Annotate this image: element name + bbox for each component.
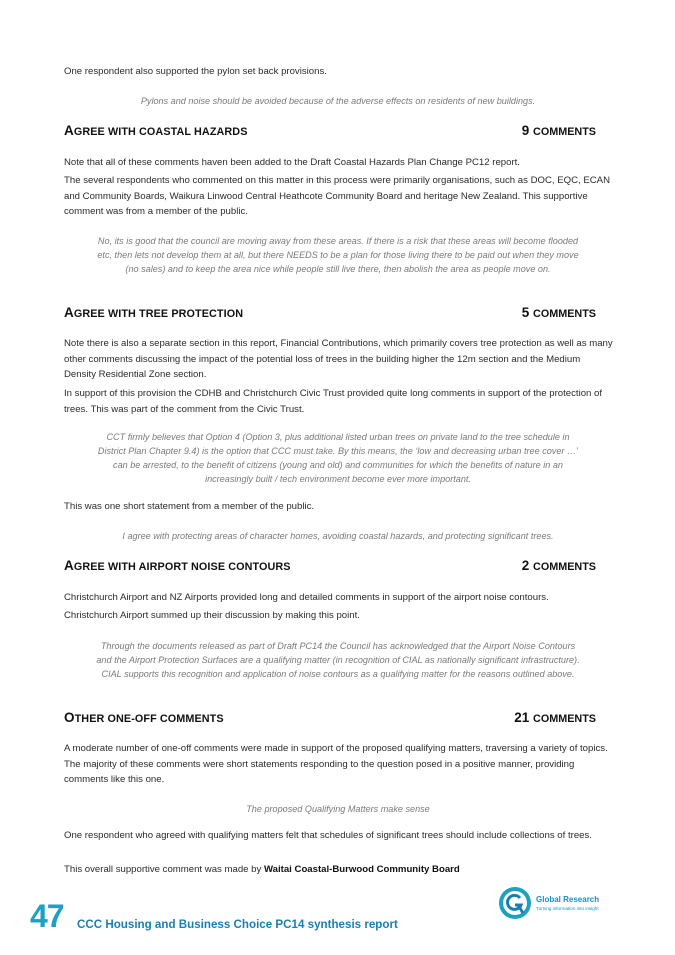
logo-name: Global Research (536, 895, 600, 904)
other-paragraph-2: One respondent who agreed with qualifying matters felt that schedules of significant trees should include collections of trees. (64, 830, 592, 841)
coastal-heading (64, 123, 596, 141)
page-number: 47 (30, 898, 64, 934)
airport-paragraph-2: Christchurch Airport summed up their discussion by making this point. (64, 610, 360, 621)
airport-heading-count: 2 COMMENTS (521, 558, 596, 573)
logo-tagline: Turning information into insight (536, 906, 599, 911)
tree-quote-public: I agree with protecting areas of character homes, avoiding coastal hazards, and protecting significant trees. (122, 531, 554, 541)
airport-heading-title: AGREE WITH AIRPORT NOISE CONTOURS (64, 558, 291, 573)
coastal-paragraph-1: Note that all of these comments haven been added to the Draft Coastal Hazards Plan Change PC12 report. (64, 157, 520, 168)
tree-heading (64, 305, 596, 323)
coastal-quote: No, its is good that the council are moving away from these areas. If there is a risk that these areas will become flooded etc, then lets not develop them at all, but there NEEDS to be a plan for those living there to be paid out when they move (no sales) and to keep the area nice while people still live there, then abolish the area as people move on. (97, 236, 579, 274)
tree-paragraph-3: This was one short statement from a member of the public. (64, 501, 315, 512)
coastal-heading-count: 9 COMMENTS (521, 123, 596, 138)
community-board-name: Waitai Coastal-Burwood Community Board (263, 864, 460, 875)
tree-heading-count: 5 COMMENTS (521, 305, 596, 320)
airport-heading (64, 558, 596, 576)
report-title: CCC Housing and Business Choice PC14 synthesis report (77, 918, 398, 931)
airport-quote: Through the documents released as part of Draft PC14 the Council has acknowledged that the Airport Noise Contours and the Airport Protection Surfaces are a qualifying matter (in recognition of CIAL as nationally significant infrastructure). CIAL supports this recognition and application of noise contours as a qualifying matter for the reasons outlined above. (96, 641, 580, 679)
coastal-heading-title: AGREE WITH COASTAL HAZARDS (64, 123, 248, 138)
other-quote: The proposed Qualifying Matters make sense (246, 804, 430, 814)
other-heading-count: 21 COMMENTS (514, 710, 596, 725)
tree-quote-civic-trust: CCT firmly believes that Option 4 (Option 3, plus additional listed urban trees on private land to the tree schedule in District Plan Chapter 9.4) is the option that CCC must take. By this means, the ‘low and decreasing urban tree cover …’ can be arrested, to the benefit of citizens (young and old) and communities for which the benefits of nature in an increasingly built / tech environment become ever more important. (97, 432, 579, 484)
other-heading (64, 710, 596, 728)
airport-paragraph-1: Christchurch Airport and NZ Airports provided long and detailed comments in support of the airport noise contours. (64, 592, 549, 603)
tree-paragraph-2: In support of this provision the CDHB and Christchurch Civic Trust provided quite long comments in support of the protection of trees. This was part of the comment from the Civic Trust. (64, 388, 603, 415)
tree-paragraph-1: Note there is also a separate section in this report, Financial Contributions, which primarily covers tree protection as well as many other comments discussing the impact of the potential loss of trees in the building higher the 12m section and the Medium Density Residential Zone section. (64, 338, 613, 380)
intro-quote: Pylons and noise should be avoided because of the adverse effects on residents of new buildings. (140, 96, 536, 106)
intro-paragraph: One respondent also supported the pylon set back provisions. (64, 66, 327, 77)
tree-heading-title: AGREE WITH TREE PROTECTION (64, 305, 244, 320)
other-paragraph-3: This overall supportive comment was made by Waitai Coastal-Burwood Community Board (64, 864, 460, 875)
coastal-paragraph-2: The several respondents who commented on this matter in this process were primarily organisations, such as DOC, EQC, ECAN and Community Boards, Waikura Linwood Central Heathcote Community Board and heritage New Zealand. This supportive comment was from a member of the public. (64, 175, 611, 217)
global-research-logo (498, 886, 618, 922)
other-heading-title: OTHER ONE-OFF COMMENTS (64, 710, 224, 725)
other-paragraph-1: A moderate number of one-off comments were made in support of the proposed qualifying matters, traversing a variety of topics. The majority of these comments were short statements responding to the question posed in a positive manner, providing comments like this one. (64, 743, 608, 785)
global-research-logo-icon (498, 886, 532, 920)
